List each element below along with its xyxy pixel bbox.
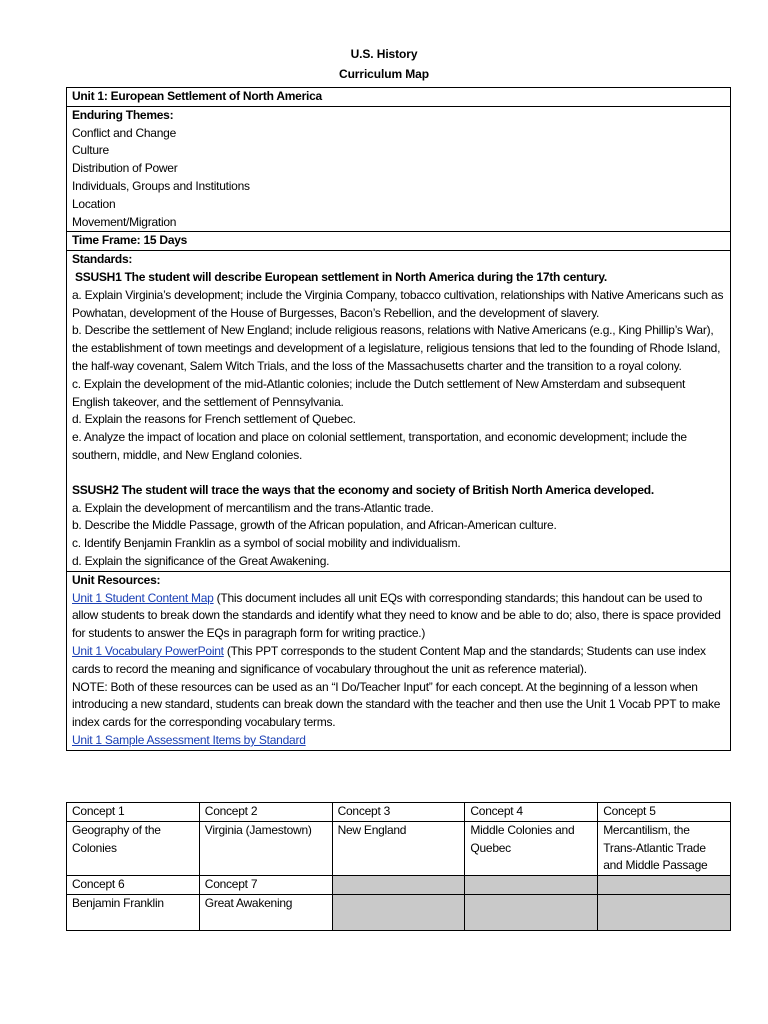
concept-header: Concept 7 xyxy=(199,876,332,895)
time-frame: Time Frame: 15 Days xyxy=(67,232,731,251)
concept-value-row xyxy=(67,894,731,930)
theme-item: Distribution of Power xyxy=(72,161,178,176)
resources-cell xyxy=(67,571,731,750)
concept-value: Mercantilism, the Trans-Atlantic Trade and Middle Passage xyxy=(598,821,731,875)
concept-value: New England xyxy=(332,821,465,875)
standard-element: c. Explain the development of the mid-Atlantic colonies; include the Dutch settlement of New Amsterdam and subsequent English takeover, and the settlement of Pennsylvania. xyxy=(72,376,686,409)
themes-row xyxy=(67,106,731,232)
concept-header-row xyxy=(67,803,731,822)
standard-element: b. Describe the settlement of New England; include religious reasons, relations with Native Americans (e.g., King Phillip’s War), the establishment of town meetings and development of a legislature, religious tensions that led to the founding of Rhode Island, the half-way covenant, Salem Witch Trials, and the loss of the Massachusetts charter and the transition to a royal colony. xyxy=(72,323,721,373)
unit-row xyxy=(67,88,731,107)
concept-header: Concept 4 xyxy=(465,803,598,822)
concept-value: Geography of the Colonies xyxy=(67,821,200,875)
concept-value: Middle Colonies and Quebec xyxy=(465,821,598,875)
standard-ssush2-title: SSUSH2 The student will trace the ways that the economy and society of British North America developed. xyxy=(72,482,654,497)
concept-header: Concept 5 xyxy=(598,803,731,822)
standard-element: b. Describe the Middle Passage, growth of the African population, and African-American culture. xyxy=(72,518,557,533)
concept-header: Concept 2 xyxy=(199,803,332,822)
theme-item: Individuals, Groups and Institutions xyxy=(72,178,250,193)
empty-shaded-cell xyxy=(465,894,598,930)
theme-item: Movement/Migration xyxy=(72,214,177,229)
sample-assessment-link[interactable]: Unit 1 Sample Assessment Items by Standard xyxy=(72,732,306,747)
resources-heading: Unit Resources: xyxy=(72,572,161,587)
resource-description: (This document includes all unit EQs with corresponding standards; this handout can be used to allow students to break down the standards and identify what they need to know and be able to do; also, there is space provided for students to answer the EQs in paragraph form for writing practice.) xyxy=(72,590,721,641)
unit-title: Unit 1: European Settlement of North America xyxy=(67,88,731,107)
standard-element: e. Analyze the impact of location and place on colonial settlement, transportation, and economic development; include the southern, middle, and New England colonies. xyxy=(72,430,687,462)
concept-header: Concept 1 xyxy=(67,803,200,822)
standard-element: a. Explain Virginia’s development; include the Virginia Company, tobacco cultivation, relationships with Native Americans such as Powhatan, development of the House of Burgesses, Bacon’s Rebellion, and the development of slavery. xyxy=(72,287,724,320)
theme-item: Culture xyxy=(72,143,109,158)
resource-note: NOTE: Both of these resources can be used as an “I Do/Teacher Input” for each concept. At the beginning of a lesson when introducing a new standard, students can break down the standard with the teacher and then use the Unit 1 Vocab PPT to make index cards for the corresponding vocabulary terms. xyxy=(72,679,721,730)
resources-row xyxy=(67,571,731,750)
empty-shaded-cell xyxy=(332,894,465,930)
curriculum-table xyxy=(66,87,731,751)
document-subtitle: Curriculum Map xyxy=(339,67,429,81)
empty-shaded-cell xyxy=(465,876,598,895)
themes-cell xyxy=(67,106,731,232)
standard-element: c. Identify Benjamin Franklin as a symbol of social mobility and individualism. xyxy=(72,536,461,551)
concept-value: Virginia (Jamestown) xyxy=(199,821,332,875)
standard-element: a. Explain the development of mercantilism and the trans-Atlantic trade. xyxy=(72,500,434,515)
spacer xyxy=(72,465,725,482)
document-title: U.S. History xyxy=(350,47,418,61)
theme-item: Conflict and Change xyxy=(72,125,176,140)
concept-value: Benjamin Franklin xyxy=(67,894,200,930)
standards-cell xyxy=(67,251,731,572)
standard-ssush1-title: SSUSH1 The student will describe European settlement in North America during the 17th century. xyxy=(75,269,607,284)
concept-header: Concept 3 xyxy=(332,803,465,822)
resource-description: (This PPT corresponds to the student Content Map and the standards; Students can use index cards to record the meaning and significance of vocabulary throughout the unit as reference material). xyxy=(72,643,706,676)
themes-heading: Enduring Themes: xyxy=(72,107,174,122)
time-frame-row xyxy=(67,232,731,251)
concept-value-row xyxy=(67,821,731,875)
standard-element: d. Explain the reasons for French settlement of Quebec. xyxy=(72,412,356,427)
resource-paragraph xyxy=(72,643,725,679)
resource-paragraph xyxy=(72,732,725,750)
empty-shaded-cell xyxy=(598,876,731,895)
concepts-table xyxy=(66,802,731,931)
standards-heading: Standards: xyxy=(72,252,133,267)
concept-header-row xyxy=(67,876,731,895)
concept-value: Great Awakening xyxy=(199,894,332,930)
theme-item: Location xyxy=(72,196,116,211)
standard-element: d. Explain the significance of the Great Awakening. xyxy=(72,553,330,568)
resource-paragraph xyxy=(72,590,725,643)
concept-header: Concept 6 xyxy=(67,876,200,895)
vocabulary-powerpoint-link[interactable]: Unit 1 Vocabulary PowerPoint xyxy=(72,643,224,658)
student-content-map-link[interactable]: Unit 1 Student Content Map xyxy=(72,590,214,605)
empty-shaded-cell xyxy=(598,894,731,930)
standards-row xyxy=(67,251,731,572)
empty-shaded-cell xyxy=(332,876,465,895)
